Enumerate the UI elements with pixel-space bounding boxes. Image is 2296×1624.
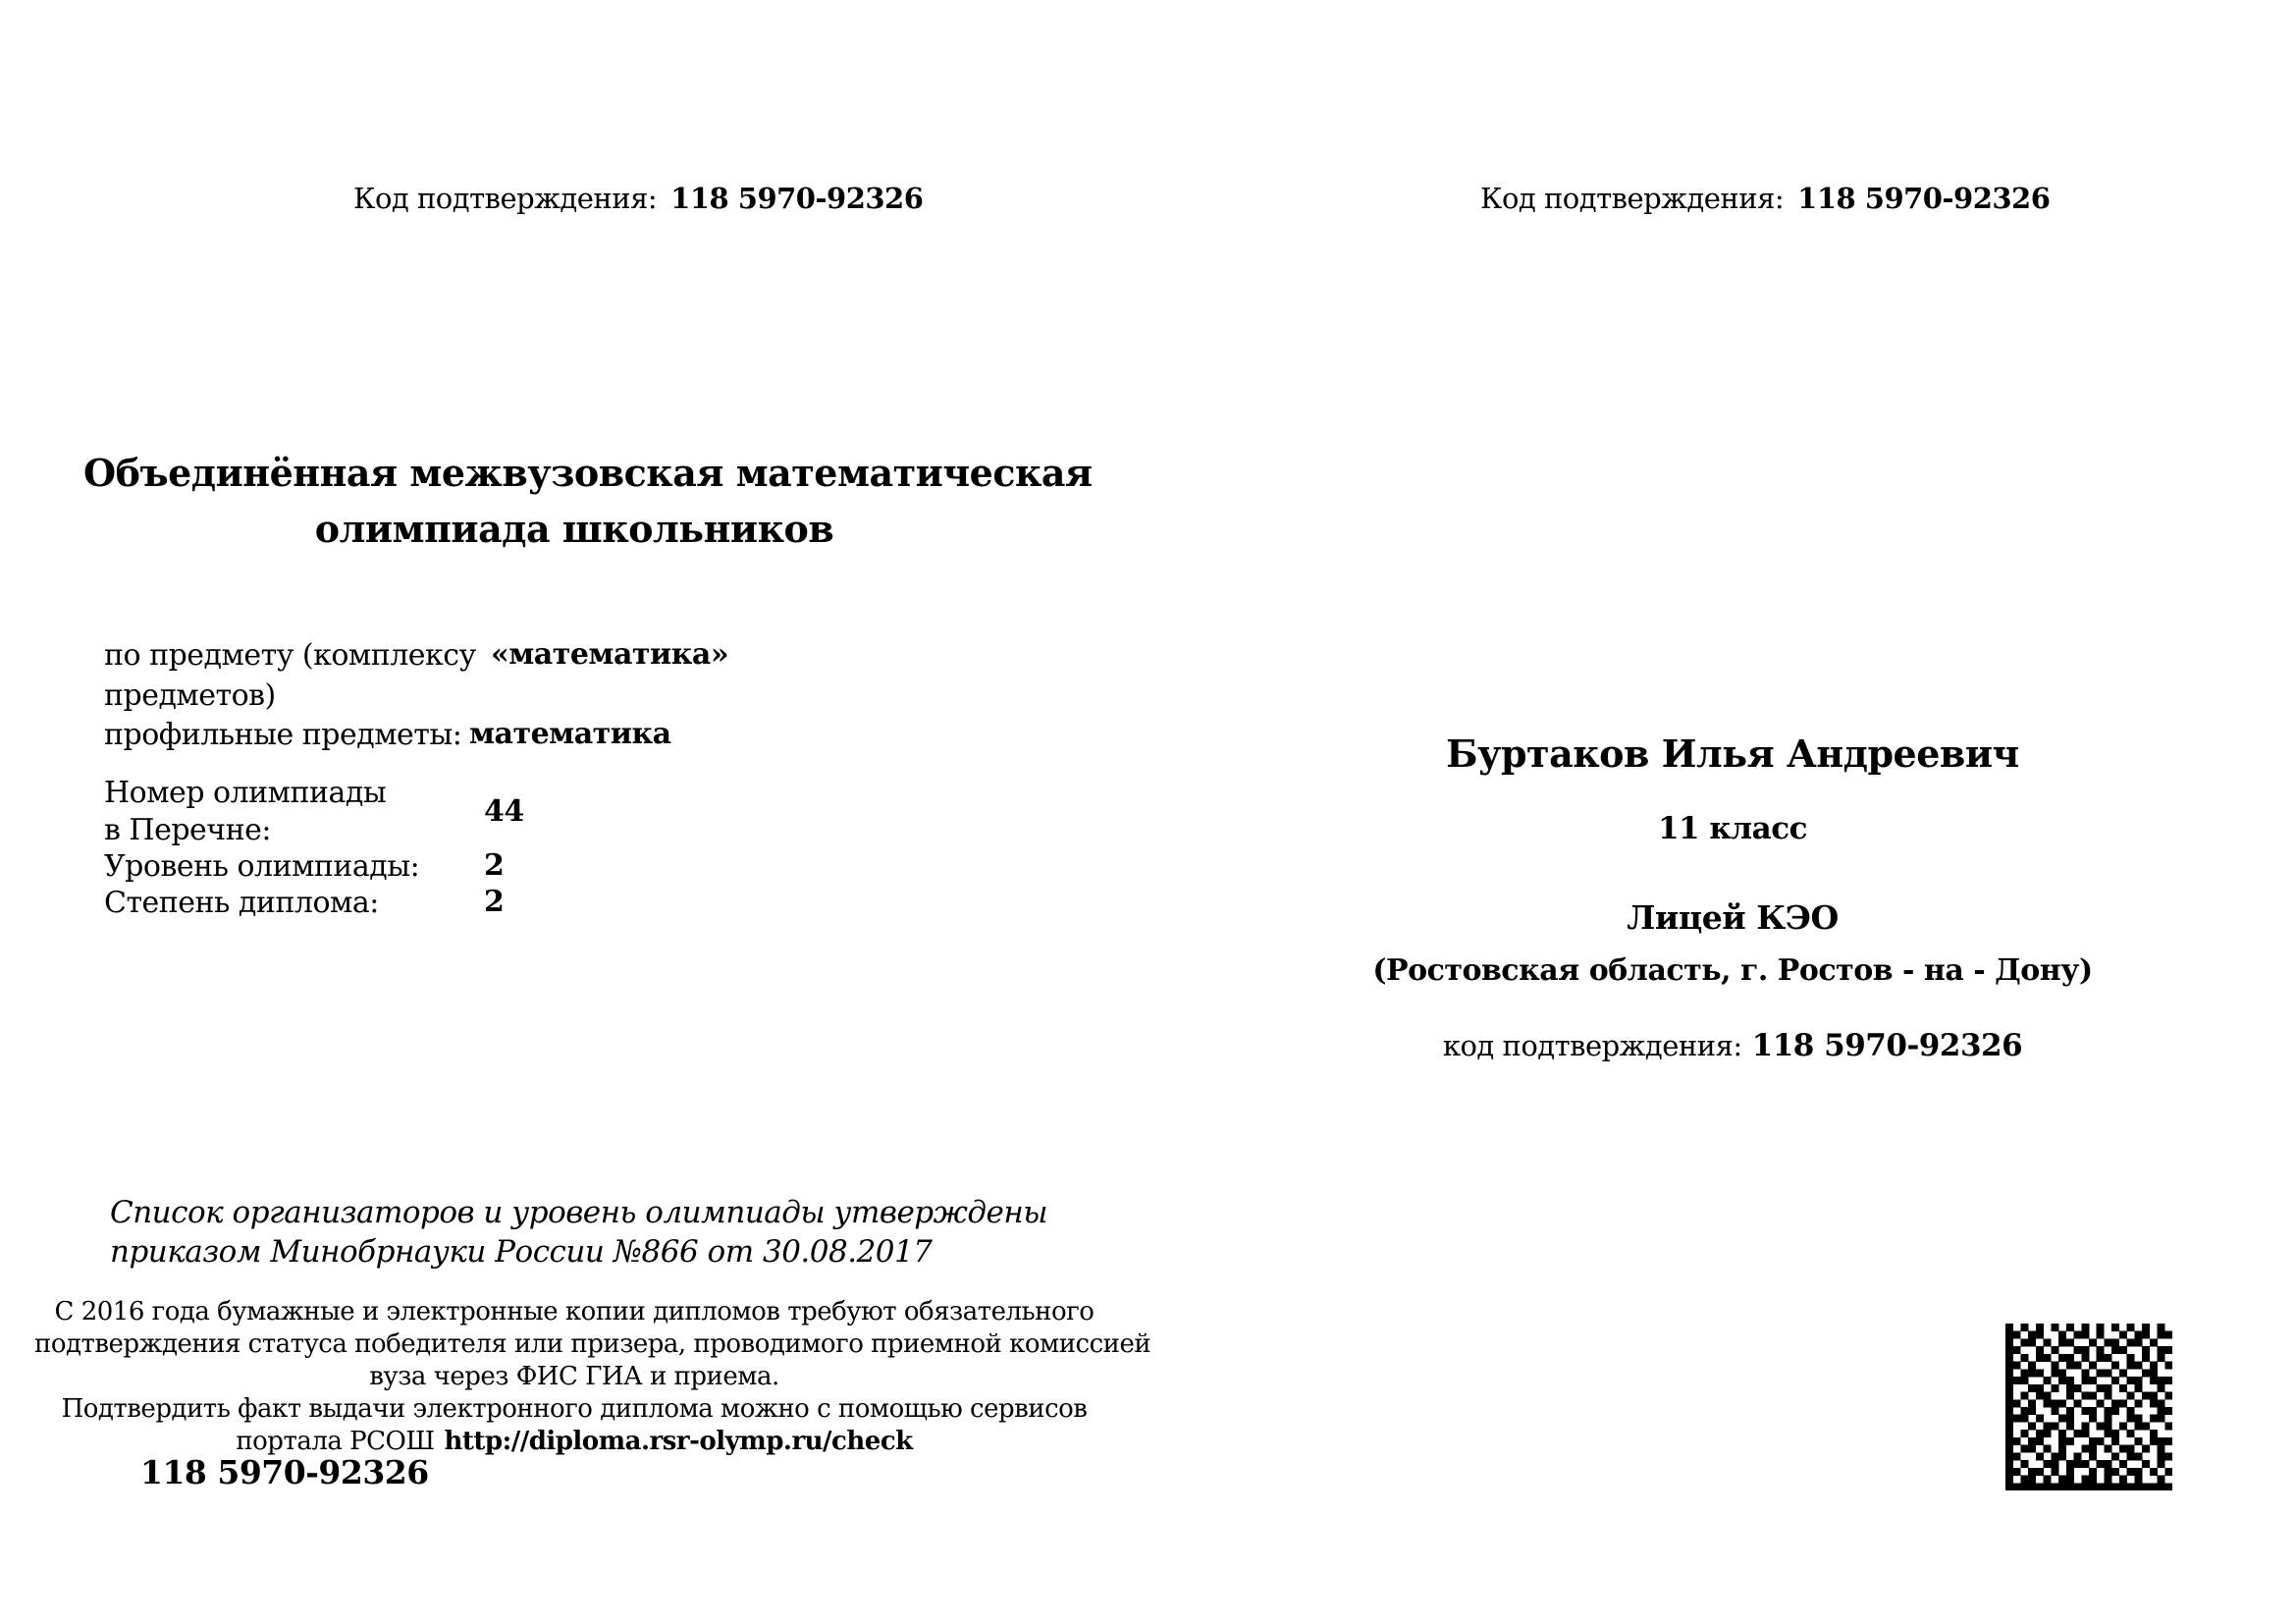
confirmation-code-value: 118 5970-92326 <box>670 182 924 215</box>
olympiad-title-line1: Объединённая межвузовская математическая <box>83 451 1093 495</box>
diploma-degree-label: Степень диплома: <box>104 886 379 920</box>
subject-value: «математика» <box>491 637 729 672</box>
confirmation-code-label: Код подтверждения: <box>353 182 658 215</box>
listing-number-label-line2: в Перечне: <box>104 813 271 847</box>
olympiad-level-label: Уровень олимпиады: <box>104 849 420 884</box>
confirmation-code-value: 118 5970-92326 <box>1751 1028 2023 1063</box>
approval-note-line1: Список организаторов и уровень олимпиады утверждены <box>110 1195 1048 1230</box>
datamatrix-barcode <box>2005 1324 2172 1490</box>
listing-number-value: 44 <box>484 794 524 829</box>
school-name: Лицей КЭО <box>1627 898 1839 937</box>
profile-subjects-value: математика <box>469 717 671 751</box>
subject-label: по предмету (комплексу <box>104 638 476 673</box>
listing-number-label-line1: Номер олимпиады <box>104 776 387 810</box>
portal-label: портала РСОШ <box>236 1427 435 1456</box>
confirmation-code-value: 118 5970-92326 <box>1797 182 2051 215</box>
confirmation-code-label: код подтверждения: <box>1442 1029 1742 1062</box>
olympiad-level-value: 2 <box>484 848 505 883</box>
olympiad-title-line2: олимпиада школьников <box>314 507 834 551</box>
confirmation-code-label: Код подтверждения: <box>1480 182 1785 215</box>
diploma-check-url[interactable]: http://diploma.rsr-olymp.ru/check <box>444 1427 913 1456</box>
confirmation-code-right-page <box>1148 1029 2296 1064</box>
info-paragraph-line1: С 2016 года бумажные и электронные копии дипломов требуют обязательного <box>54 1297 1095 1326</box>
student-grade: 11 класс <box>1657 811 1807 846</box>
profile-subjects-label: профильные предметы: <box>104 718 462 752</box>
diploma-degree-value: 2 <box>484 885 505 919</box>
school-region: (Ростовская область, г. Ростов - на - Дону) <box>1372 953 2093 988</box>
info-paragraph-line4: Подтвердить факт выдачи электронного диплома можно с помощью сервисов <box>61 1394 1088 1424</box>
student-name: Буртаков Илья Андреевич <box>1446 731 2019 776</box>
info-paragraph-line2: подтверждения статуса победителя или призера, проводимого приемной комиссией <box>34 1329 1151 1359</box>
footer-confirmation-code: 118 5970-92326 <box>140 1453 429 1491</box>
info-paragraph-line3: вуза через ФИС ГИА и приема. <box>369 1362 779 1391</box>
confirmation-code-top-left <box>353 183 923 215</box>
approval-note-line2: приказом Минобрнауки России №866 от 30.08.2017 <box>110 1234 933 1270</box>
subject-label-continued: предметов) <box>104 678 276 713</box>
confirmation-code-top-right <box>1480 183 2050 215</box>
